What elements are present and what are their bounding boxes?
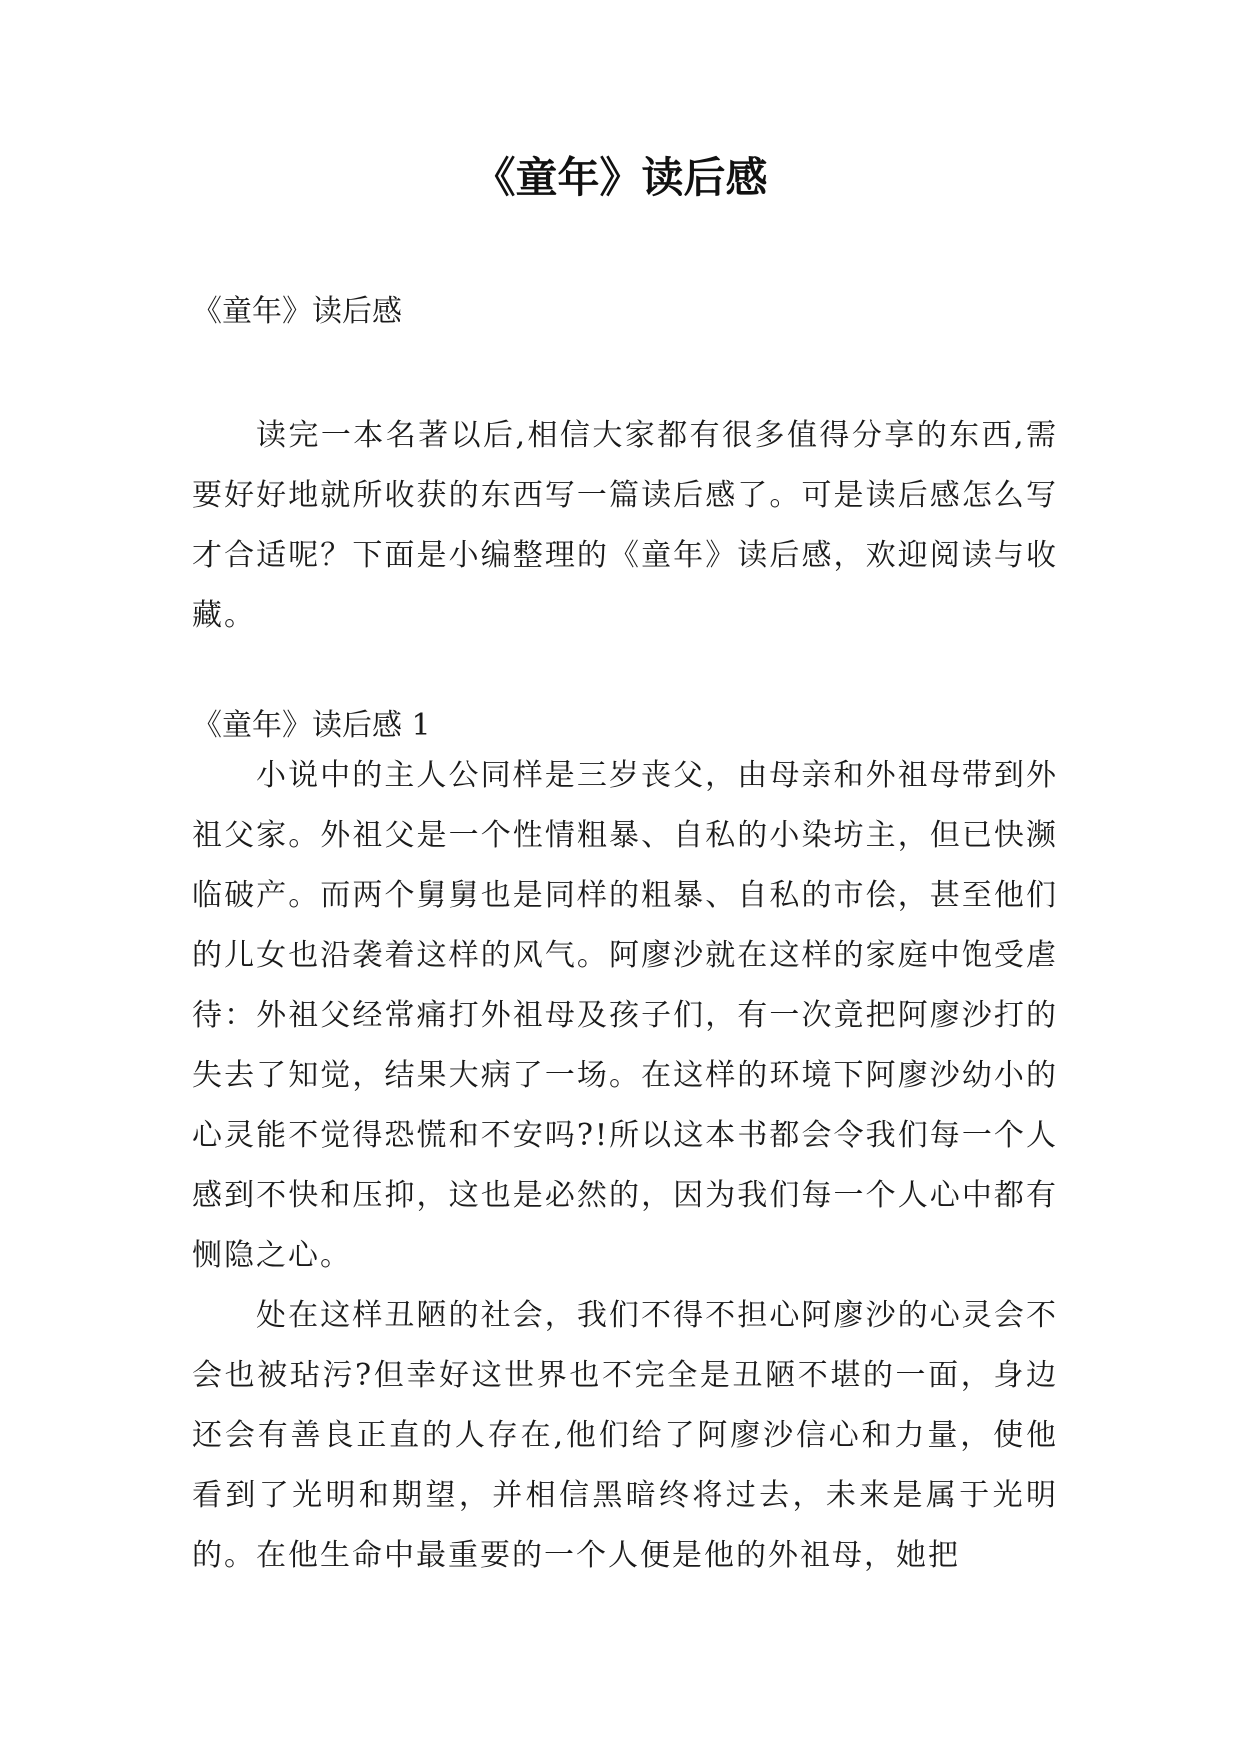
body-paragraph-2: 处在这样丑陋的社会，我们不得不担心阿廖沙的心灵会不会也被玷污?但幸好这世界也不完全是丑陋不堪的一面，身边还会有善良正直的人存在,他们给了阿廖沙信心和力量，使他看到了光明和期望，并相信黑暗终将过去，未来是属于光明的。在他生命中最重要的一个人便是他的外祖母，她把: [192, 1298, 1058, 1573]
section-heading: 《童年》读后感 1: [192, 708, 431, 743]
document-subtitle: 《童年》读后感: [192, 294, 402, 329]
body-paragraph-1: 小说中的主人公同样是三岁丧父，由母亲和外祖母带到外祖父家。外祖父是一个性情粗暴、自私的小染坊主，但已快濒临破产。而两个舅舅也是同样的粗暴、自私的市侩，甚至他们的儿女也沿袭着这样的风气。阿廖沙就在这样的家庭中饱受虐待：外祖父经常痛打外祖母及孩子们，有一次竟把阿廖沙打的失去了知觉，结果大病了一场。在这样的环境下阿廖沙幼小的心灵能不觉得恐慌和不安吗?!所以这本书都会令我们每一个人感到不快和压抑，这也是必然的，因为我们每一个人心中都有恻隐之心。: [192, 758, 1058, 1273]
intro-paragraph: 读完一本名著以后,相信大家都有很多值得分享的东西,需要好好地就所收获的东西写一篇读后感了。可是读后感怎么写才合适呢？下面是小编整理的《童年》读后感，欢迎阅读与收藏。: [192, 418, 1058, 633]
document-title: 《童年》读后感: [473, 153, 768, 202]
